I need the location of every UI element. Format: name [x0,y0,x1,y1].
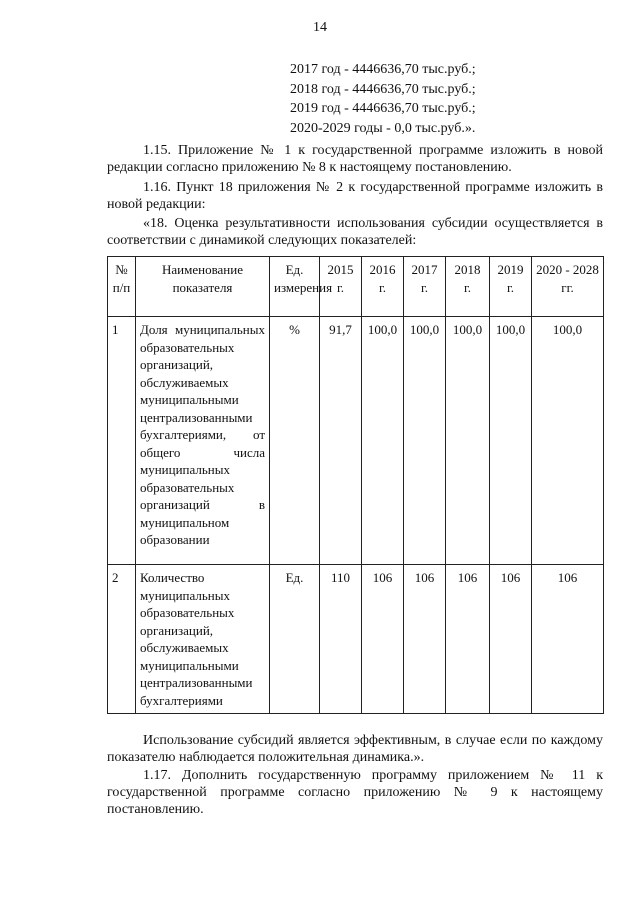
header-cell: 2018 г. [446,257,490,317]
value-cell: 91,7 [320,317,362,565]
amount-line: 2019 год - 4446636,70 тыс.руб.; [290,101,476,116]
header-cell: № п/п [108,257,136,317]
value-cell: 106 [532,565,604,714]
amount-line: 2017 год - 4446636,70 тыс.руб.; [290,62,476,77]
value-cell: 100,0 [490,317,532,565]
header-cell: 2017 г. [404,257,446,317]
amount-line: 2018 год - 4446636,70 тыс.руб.; [290,81,476,97]
table-row [108,565,604,714]
funding-amounts [290,60,476,138]
value-cell: 106 [446,565,490,714]
paragraph-18: «18. Оценка результативности использования субсидии осуществляется в соответствии с динамикой следующих показателей: [107,216,603,248]
header-cell: 2015 г. [320,257,362,317]
unit-cell: Ед. [270,565,320,714]
amount-line: 2020-2029 годы - 0,0 тыс.руб.». [290,120,476,136]
unit-cell: % [270,317,320,565]
row-number: 1 [108,317,136,565]
row-number: 2 [108,565,136,714]
table-row [108,317,604,565]
header-cell: 2016 г. [362,257,404,317]
paragraph-1-17: 1.17. Дополнить государственную программу приложением № 11 к государственной программе согласно приложению № 9 к настоящему постановлению. [107,768,603,817]
value-cell: 110 [320,565,362,714]
value-cell: 106 [362,565,404,714]
paragraph-conclusion: Использование субсидий является эффективным, в случае если по каждому показателю наблюдается положительная динамика.». [107,733,603,765]
indicator-name: Доля муниципальных образовательных организаций, обслуживаемых муниципальными централизованными бухгалтериями, от общего числа муниципальных образовательных организаций в муниципальном образовании [136,317,270,565]
page-number: 14 [313,20,327,35]
value-cell: 100,0 [404,317,446,565]
value-cell: 106 [490,565,532,714]
value-cell: 100,0 [446,317,490,565]
header-cell: Ед. измерения [270,257,320,317]
header-cell: Наименование показателя [136,257,270,317]
header-cell: 2019 г. [490,257,532,317]
indicators-table [107,256,604,714]
value-cell: 106 [404,565,446,714]
indicator-name: Количество муниципальных образовательных организаций, обслуживаемых муниципальными централизованными бухгалтериями [136,565,270,714]
value-cell: 100,0 [362,317,404,565]
table-header-row [108,257,604,317]
value-cell: 100,0 [532,317,604,565]
paragraph-1-16: 1.16. Пункт 18 приложения № 2 к государственной программе изложить в новой редакции: [107,180,603,212]
header-cell: 2020 - 2028 гг. [532,257,604,317]
paragraph-1-15: 1.15. Приложение № 1 к государственной программе изложить в новой редакции согласно приложению № 8 к настоящему постановлению. [107,143,603,175]
